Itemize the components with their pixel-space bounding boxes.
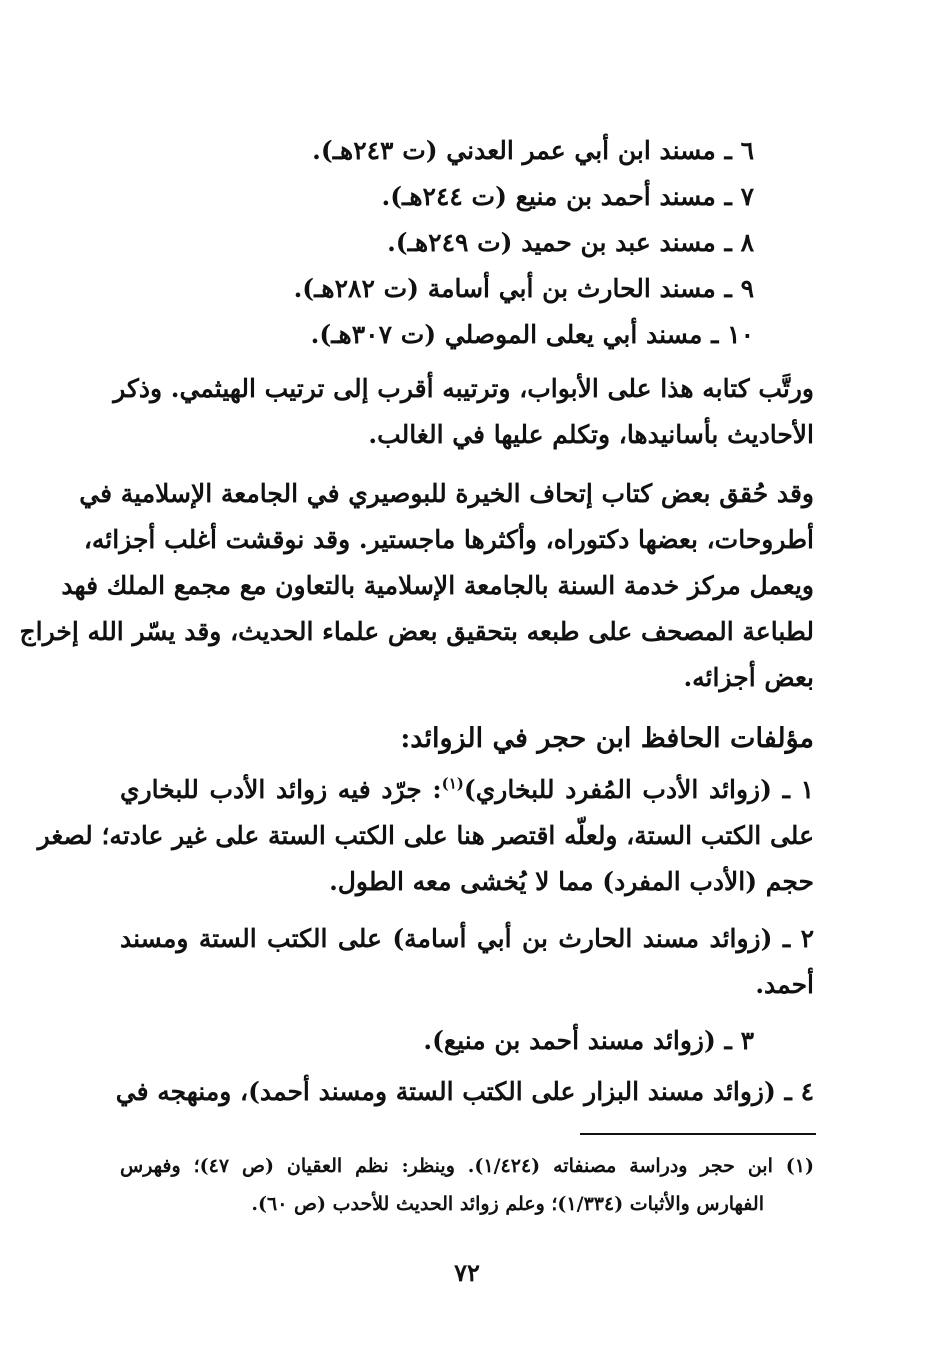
footnote-divider xyxy=(580,1133,816,1135)
list-item: ٦ ـ مسند ابن أبي عمر العدني (ت ٢٤٣هـ). xyxy=(312,136,754,165)
paragraph-line: ويعمل مركز خدمة السنة بالجامعة الإسلامية بالتعاون مع مجمع الملك فهد xyxy=(61,571,814,600)
list-item: ٨ ـ مسند عبد بن حميد (ت ٢٤٩هـ). xyxy=(387,228,754,257)
list-item xyxy=(120,773,814,807)
list-item: ٢ ـ (زوائد مسند الحارث بن أبي أسامة) على الكتب الستة ومسند xyxy=(120,924,814,953)
paragraph-line: بعض أجزائه. xyxy=(683,663,814,692)
paragraph-line: أحمد. xyxy=(755,970,814,999)
paragraph-line: حجم (الأدب المفرد) مما لا يُخشى معه الطول. xyxy=(329,867,814,896)
item-description: : جرّد فيه زوائد الأدب للبخاري xyxy=(120,775,442,804)
paragraph-line: وقد حُقق بعض كتاب إتحاف الخيرة للبوصيري في الجامعة الإسلامية في xyxy=(79,479,814,508)
footnote-line: الفهارس والأثبات (١/٣٣٤)؛ وعلم زوائد الحديث للأحدب (ص ٦٠). xyxy=(251,1193,764,1215)
paragraph-line: ورتَّب كتابه هذا على الأبواب، وترتيبه أقرب إلى ترتيب الهيثمي. وذكر xyxy=(113,374,814,403)
paragraph-line: الأحاديث بأسانيدها، وتكلم عليها في الغالب. xyxy=(368,420,814,449)
list-item: ١٠ ـ مسند أبي يعلى الموصلي (ت ٣٠٧هـ). xyxy=(310,320,754,349)
list-item: ٧ ـ مسند أحمد بن منيع (ت ٢٤٤هـ). xyxy=(381,182,754,211)
paragraph-line: أطروحات، بعضها دكتوراه، وأكثرها ماجستير. وقد نوقشت أغلب أجزائه، xyxy=(83,525,814,554)
footnote-line: (١) ابن حجر ودراسة مصنفاته (١/٤٢٤). وينظر: نظم العقيان (ص ٤٧)؛ وفهرس xyxy=(120,1155,814,1177)
list-item: ٣ ـ (زوائد مسند أحمد بن منيع). xyxy=(423,1026,754,1055)
item-title: ١ ـ (زوائد الأدب المُفرد للبخاري) xyxy=(463,775,814,804)
paragraph-line: على الكتب الستة، ولعلّه اقتصر هنا على الكتب الستة على غير عادته؛ لصغر xyxy=(37,821,814,850)
list-item: ٩ ـ مسند الحارث بن أبي أسامة (ت ٢٨٢هـ). xyxy=(293,274,754,303)
list-item: ٤ ـ (زوائد مسند البزار على الكتب الستة ومسند أحمد)، ومنهجه في xyxy=(115,1077,814,1106)
page-number: ٧٢ xyxy=(454,1258,480,1287)
section-heading: مؤلفات الحافظ ابن حجر في الزوائد: xyxy=(400,723,814,754)
paragraph-line: لطباعة المصحف على طبعه بتحقيق بعض علماء الحديث، وقد يسّر الله إخراج xyxy=(19,617,814,646)
footnote-reference: (١) xyxy=(441,774,464,793)
